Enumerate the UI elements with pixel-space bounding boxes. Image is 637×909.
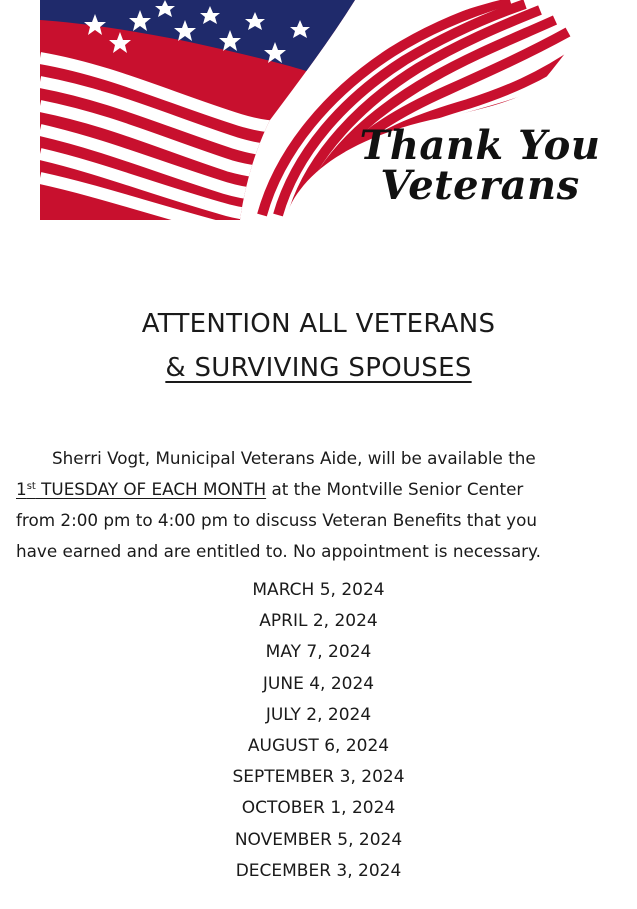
banner-title-line2: Veterans — [380, 162, 580, 209]
date-item: NOVEMBER 5, 2024 — [234, 829, 403, 850]
date-item: JUNE 4, 2024 — [262, 673, 375, 694]
headline — [0, 302, 637, 390]
location-text: at the Montville Senior Center — [266, 479, 524, 499]
paragraph-line4: have earned and are entitled to. No appointment is necessary. — [16, 541, 541, 561]
headline-line1: ATTENTION ALL VETERANS — [141, 309, 496, 339]
meeting-day — [16, 479, 266, 499]
date-item: APRIL 2, 2024 — [259, 611, 378, 632]
paragraph-line3: from 2:00 pm to 4:00 pm to discuss Veteran Benefits that you — [16, 510, 538, 530]
date-item: AUGUST 6, 2024 — [247, 736, 390, 757]
ordinal-number: 1 — [16, 479, 27, 499]
date-item: MAY 7, 2024 — [265, 642, 372, 663]
thank-you-veterans-title — [330, 122, 630, 209]
date-item: MARCH 5, 2024 — [252, 580, 385, 600]
date-list — [0, 575, 637, 887]
paragraph-line1: Sherri Vogt, Municipal Veterans Aide, will be available the — [52, 448, 536, 468]
date-item: SEPTEMBER 3, 2024 — [232, 767, 405, 788]
date-item: DECEMBER 3, 2024 — [235, 860, 402, 881]
announcement-paragraph — [16, 443, 624, 567]
day-phrase: TUESDAY OF EACH MONTH — [35, 479, 267, 499]
headline-line2: & SURVIVING SPOUSES — [165, 353, 472, 383]
banner-title-line1: Thank You — [359, 122, 601, 169]
date-item: JULY 2, 2024 — [265, 704, 372, 725]
paragraph-line2 — [16, 474, 624, 505]
date-item: OCTOBER 1, 2024 — [241, 798, 396, 819]
ordinal-suffix: st — [26, 481, 36, 492]
